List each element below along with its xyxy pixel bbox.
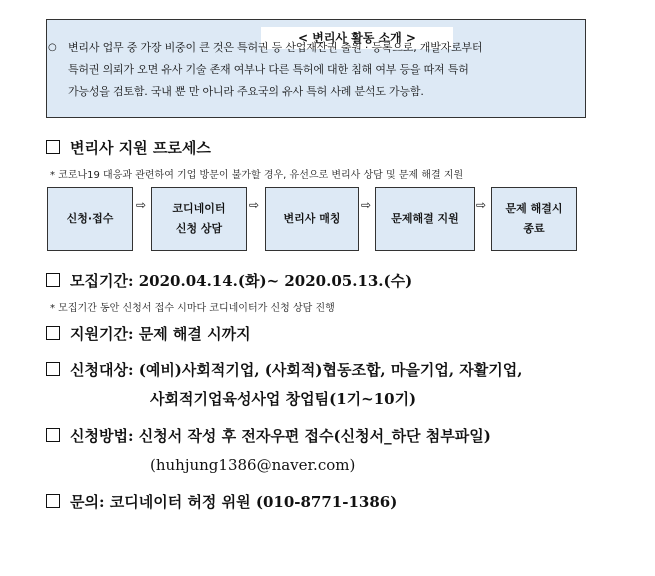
process-step-2-line1: 코디네이터 [172, 202, 226, 215]
target [46, 359, 522, 380]
process-step-3 [265, 187, 359, 251]
process-step-1-label: 신청·접수 [66, 212, 114, 225]
intro-bullet: ○ [48, 42, 57, 53]
arrow-icon: ⇨ [361, 198, 372, 212]
method-email[interactable]: (huhjung1386@naver.com) [150, 456, 356, 474]
checkbox-square-icon [46, 273, 60, 287]
checkbox-square-icon [46, 428, 60, 442]
recruit-label: 모집기간: [70, 272, 134, 290]
intro-line-2: 특허권 의뢰가 오면 유사 기술 존재 여부나 다른 특허에 대한 침해 여부 등을 따져 특허 [68, 63, 469, 76]
checkbox-square-icon [46, 362, 60, 376]
checkbox-square-icon [46, 140, 60, 154]
process-heading-text: 변리사 지원 프로세스 [70, 139, 211, 157]
support-period [46, 323, 251, 344]
process-heading [46, 137, 211, 158]
arrow-icon: ⇨ [249, 198, 260, 212]
arrow-icon: ⇨ [476, 198, 487, 212]
intro-line-3: 가능성을 검토함. 국내 뿐 만 아니라 주요국의 유사 특허 사례 분석도 가능함. [68, 85, 424, 98]
intro-text [48, 37, 578, 103]
process-step-2 [151, 187, 247, 251]
contact [46, 491, 397, 512]
target-line1: (예비)사회적기업, (사회적)협동조합, 마을기업, 자활기업, [138, 361, 523, 379]
method [46, 425, 491, 446]
support-label: 지원기간: [70, 325, 134, 343]
process-step-1 [47, 187, 133, 251]
recruit-note: * 모집기간 동안 신청서 접수 시마다 코디네이터가 신청 상담 진행 [50, 303, 335, 314]
support-value: 문제 해결 시까지 [138, 325, 251, 343]
process-note: * 코로나19 대응과 관련하여 기업 방문이 불가할 경우, 유선으로 변리사 상담 및 문제 해결 지원 [50, 170, 464, 181]
contact-value: 코디네이터 허정 위원 (010-8771-1386) [109, 493, 398, 511]
process-step-4 [375, 187, 475, 251]
process-step-5 [491, 187, 577, 251]
intro-title: < 변리사 활동 소개 > [261, 27, 453, 49]
checkbox-square-icon [46, 494, 60, 508]
arrow-icon: ⇨ [136, 198, 147, 212]
contact-label: 문의: [70, 493, 105, 511]
method-label: 신청방법: [70, 427, 134, 445]
process-step-4-label: 문제해결 지원 [391, 212, 459, 225]
recruit-value: 2020.04.14.(화)~ 2020.05.13.(수) [138, 272, 413, 290]
process-step-5-line2: 종료 [523, 222, 545, 235]
target-label: 신청대상: [70, 361, 134, 379]
target-line2: 사회적기업육성사업 창업팀(1기~10기) [150, 390, 417, 408]
intro-line-1: 변리사 업무 중 가장 비중이 큰 것은 특허권 등 산업재산권 출원 · 등록으로, 개발자로부터 [68, 41, 483, 54]
process-step-3-label: 변리사 매칭 [283, 212, 341, 225]
method-line1: 신청서 작성 후 전자우편 접수(신청서_하단 첨부파일) [138, 427, 491, 445]
recruit-period [46, 270, 412, 291]
checkbox-square-icon [46, 326, 60, 340]
process-step-5-line1: 문제 해결시 [505, 202, 563, 215]
process-step-2-line2: 신청 상담 [175, 222, 223, 235]
